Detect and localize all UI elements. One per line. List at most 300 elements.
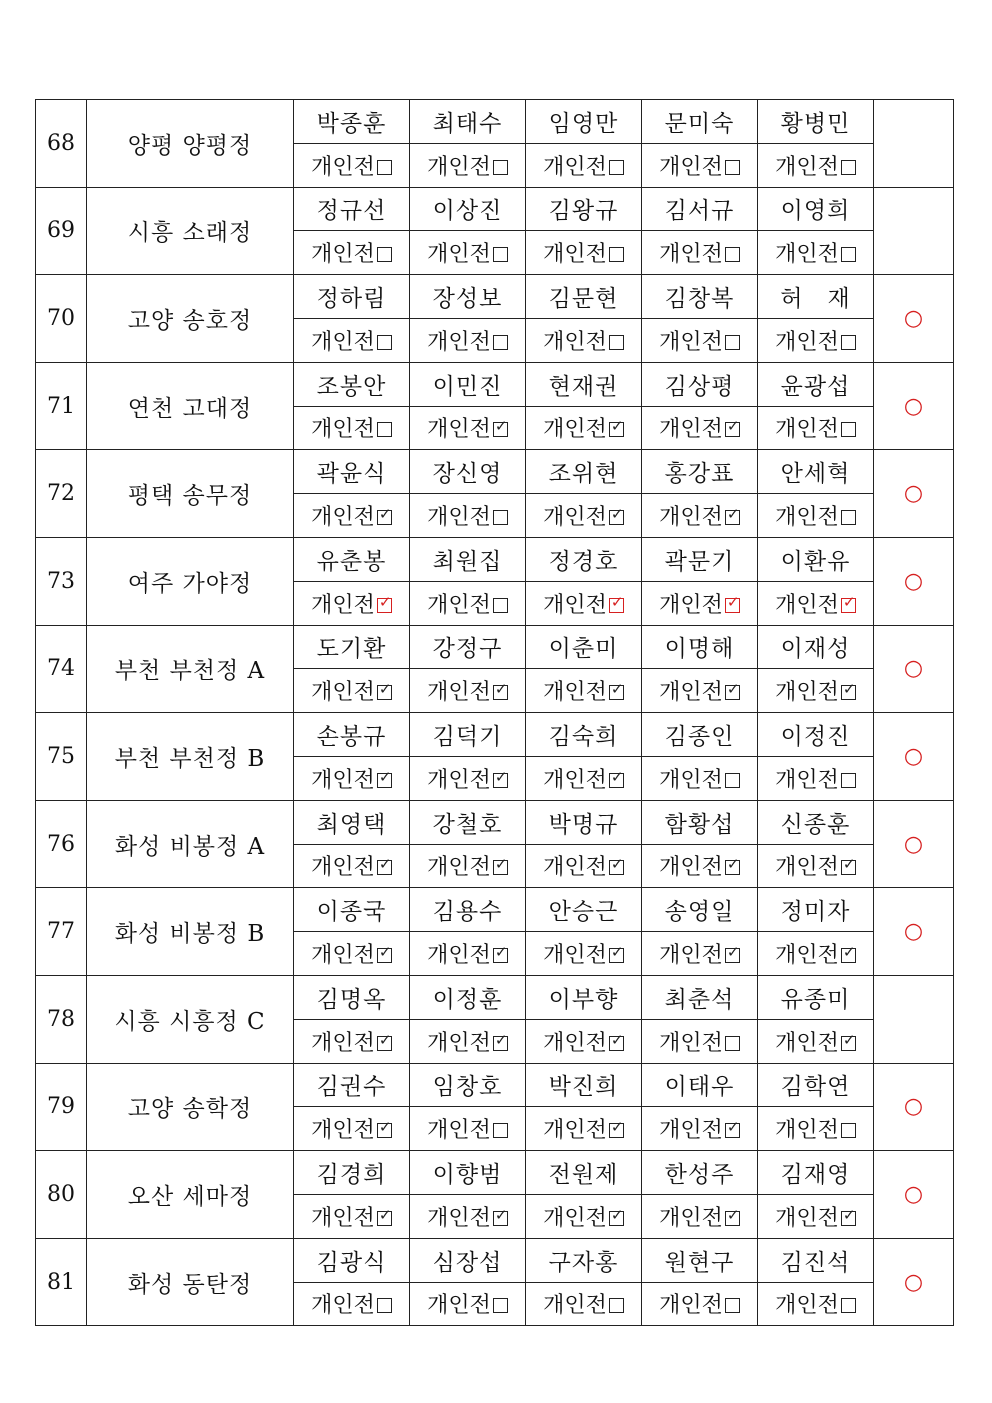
team-number: 77 (36, 888, 87, 976)
player-name: 김광식 (294, 1238, 410, 1282)
checked-box-icon[interactable] (609, 592, 624, 613)
checkmark-icon: ✓ (378, 505, 392, 524)
individual-event-label: 개인전 (775, 767, 839, 793)
unchecked-box-icon[interactable] (377, 1298, 392, 1313)
checkmark-icon: ✓ (610, 680, 624, 699)
individual-event-cell (294, 581, 410, 625)
unchecked-box-icon[interactable] (377, 160, 392, 175)
individual-event-cell (526, 581, 642, 625)
checkmark-icon: ✓ (378, 1030, 392, 1049)
individual-event-cell (294, 932, 410, 976)
individual-event-label: 개인전 (659, 154, 723, 180)
player-name: 김문현 (526, 275, 642, 319)
checked-box-icon[interactable] (609, 767, 624, 788)
individual-event-cell (758, 318, 874, 362)
checked-box-icon[interactable] (725, 943, 740, 963)
checked-box-icon[interactable] (841, 855, 856, 875)
checked-box-icon[interactable] (725, 680, 740, 700)
player-name: 홍강표 (642, 450, 758, 494)
individual-event-label: 개인전 (543, 329, 607, 355)
individual-event-cell (294, 1019, 410, 1063)
player-name: 정하림 (294, 275, 410, 319)
unchecked-box-icon[interactable] (377, 247, 392, 262)
individual-event-cell (642, 318, 758, 362)
player-name: 김진석 (758, 1238, 874, 1282)
individual-event-label: 개인전 (427, 242, 491, 268)
checked-box-icon[interactable] (609, 1030, 624, 1051)
checked-box-icon[interactable] (377, 855, 392, 875)
checkmark-icon: ✓ (610, 855, 624, 874)
checked-box-icon[interactable] (609, 855, 624, 875)
unchecked-box-icon[interactable] (493, 598, 508, 613)
player-name: 김권수 (294, 1063, 410, 1107)
individual-event-cell (642, 1282, 758, 1326)
player-name: 김창복 (642, 275, 758, 319)
individual-event-label: 개인전 (775, 1205, 839, 1231)
checkmark-icon: ✓ (610, 767, 624, 786)
individual-event-label: 개인전 (775, 592, 839, 618)
checked-box-icon[interactable] (377, 1030, 392, 1051)
player-name: 이재성 (758, 625, 874, 669)
individual-event-cell (526, 143, 642, 187)
checked-box-icon[interactable] (841, 592, 856, 613)
individual-event-cell (294, 143, 410, 187)
individual-event-cell (758, 1282, 874, 1326)
checkmark-icon: ✓ (726, 943, 740, 962)
checked-box-icon[interactable] (493, 680, 508, 700)
player-name: 김경희 (294, 1151, 410, 1195)
checkmark-icon: ✓ (378, 592, 392, 611)
checkmark-icon: ✓ (378, 680, 392, 699)
team-name: 고양 송학정 (87, 1063, 294, 1151)
checked-box-icon[interactable] (609, 680, 624, 700)
individual-event-label: 개인전 (659, 855, 723, 881)
team-number: 75 (36, 713, 87, 801)
player-name: 이태우 (642, 1063, 758, 1107)
unchecked-box-icon[interactable] (725, 160, 740, 175)
individual-event-label: 개인전 (311, 154, 375, 180)
player-name: 함황섭 (642, 800, 758, 844)
unchecked-box-icon[interactable] (493, 510, 508, 525)
team-name: 화성 비봉정 B (87, 888, 294, 976)
team-entry-mark (874, 187, 954, 275)
individual-event-cell (642, 231, 758, 275)
individual-event-cell (526, 1194, 642, 1238)
checkmark-icon: ✓ (726, 592, 740, 611)
team-name: 오산 세마정 (87, 1151, 294, 1239)
individual-event-cell (758, 844, 874, 888)
unchecked-box-icon[interactable] (841, 160, 856, 175)
player-name: 김용수 (410, 888, 526, 932)
individual-event-label: 개인전 (775, 1293, 839, 1319)
checked-box-icon[interactable] (841, 1205, 856, 1226)
checked-box-icon[interactable] (841, 943, 856, 963)
checkmark-icon: ✓ (726, 505, 740, 524)
team-name: 시흥 시흥정 C (87, 975, 294, 1063)
individual-event-label: 개인전 (659, 417, 723, 443)
checkmark-icon: ✓ (726, 680, 740, 699)
individual-event-label: 개인전 (543, 1118, 607, 1144)
individual-event-cell (526, 1019, 642, 1063)
checked-box-icon[interactable] (377, 505, 392, 525)
player-name: 김학연 (758, 1063, 874, 1107)
unchecked-box-icon[interactable] (493, 160, 508, 175)
individual-event-cell (294, 1107, 410, 1151)
team-entry-mark: ○ (874, 1151, 954, 1239)
checked-box-icon[interactable] (377, 1118, 392, 1138)
team-name: 고양 송호정 (87, 275, 294, 363)
individual-event-cell (294, 756, 410, 800)
team-entry-mark (874, 975, 954, 1063)
individual-event-cell (758, 143, 874, 187)
individual-event-cell (410, 1107, 526, 1151)
individual-event-label: 개인전 (311, 505, 375, 531)
checkmark-icon: ✓ (494, 943, 508, 962)
individual-event-cell (642, 1019, 758, 1063)
individual-event-label: 개인전 (311, 1118, 375, 1144)
team-name: 화성 동탄정 (87, 1238, 294, 1326)
individual-event-label: 개인전 (659, 1118, 723, 1144)
player-name: 김상평 (642, 362, 758, 406)
team-number: 69 (36, 187, 87, 275)
individual-event-cell (642, 844, 758, 888)
individual-event-cell (410, 669, 526, 713)
checkmark-icon: ✓ (842, 592, 856, 611)
individual-event-label: 개인전 (427, 680, 491, 706)
individual-event-label: 개인전 (775, 680, 839, 706)
individual-event-label: 개인전 (775, 242, 839, 268)
checked-box-icon[interactable] (377, 943, 392, 963)
individual-event-label: 개인전 (659, 1030, 723, 1056)
team-name: 부천 부천정 B (87, 713, 294, 801)
player-name: 이영희 (758, 187, 874, 231)
checked-box-icon[interactable] (609, 417, 624, 437)
unchecked-box-icon[interactable] (493, 247, 508, 262)
checkmark-icon: ✓ (610, 1205, 624, 1224)
unchecked-box-icon[interactable] (377, 335, 392, 350)
individual-event-cell (526, 494, 642, 538)
team-entry-mark: ○ (874, 1238, 954, 1326)
checkmark-icon: ✓ (610, 592, 624, 611)
checkmark-icon: ✓ (842, 1030, 856, 1049)
individual-event-label: 개인전 (427, 1118, 491, 1144)
individual-event-cell (642, 143, 758, 187)
checkmark-icon: ✓ (610, 943, 624, 962)
team-row-names (36, 1151, 954, 1195)
individual-event-cell (642, 669, 758, 713)
individual-event-cell (294, 231, 410, 275)
individual-event-cell (410, 1019, 526, 1063)
checked-box-icon[interactable] (725, 1118, 740, 1138)
individual-event-cell (294, 669, 410, 713)
team-entry-mark: ○ (874, 625, 954, 713)
team-number: 76 (36, 800, 87, 888)
player-name: 이명해 (642, 625, 758, 669)
checked-box-icon[interactable] (493, 417, 508, 437)
checked-box-icon[interactable] (609, 1118, 624, 1138)
team-row-names (36, 450, 954, 494)
checkmark-icon: ✓ (610, 505, 624, 524)
individual-event-label: 개인전 (311, 417, 375, 443)
unchecked-box-icon[interactable] (841, 422, 856, 437)
individual-event-label: 개인전 (543, 242, 607, 268)
individual-event-cell (526, 1282, 642, 1326)
player-name: 임영만 (526, 100, 642, 144)
individual-event-cell (410, 406, 526, 450)
individual-event-label: 개인전 (659, 767, 723, 793)
checkmark-icon: ✓ (726, 1205, 740, 1224)
unchecked-box-icon[interactable] (841, 1123, 856, 1138)
team-row-names (36, 713, 954, 757)
individual-event-cell (642, 756, 758, 800)
individual-event-cell (758, 1194, 874, 1238)
unchecked-box-icon[interactable] (609, 335, 624, 350)
individual-event-cell (526, 669, 642, 713)
individual-event-cell (758, 581, 874, 625)
player-name: 구자홍 (526, 1238, 642, 1282)
checked-box-icon[interactable] (725, 1205, 740, 1226)
individual-event-label: 개인전 (311, 767, 375, 793)
individual-event-cell (642, 932, 758, 976)
unchecked-box-icon[interactable] (725, 335, 740, 350)
individual-event-label: 개인전 (427, 417, 491, 443)
player-name: 김명옥 (294, 975, 410, 1019)
team-name: 여주 가야정 (87, 537, 294, 625)
team-entry-mark: ○ (874, 450, 954, 538)
unchecked-box-icon[interactable] (609, 160, 624, 175)
checked-box-icon[interactable] (377, 592, 392, 613)
team-number: 79 (36, 1063, 87, 1151)
unchecked-box-icon[interactable] (725, 773, 740, 788)
unchecked-box-icon[interactable] (377, 422, 392, 437)
individual-event-cell (294, 1194, 410, 1238)
individual-event-label: 개인전 (543, 154, 607, 180)
checkmark-icon: ✓ (610, 1030, 624, 1049)
individual-event-label: 개인전 (543, 1205, 607, 1231)
individual-event-cell (758, 231, 874, 275)
player-name: 한성주 (642, 1151, 758, 1195)
individual-event-cell (758, 1019, 874, 1063)
checkmark-icon: ✓ (494, 417, 508, 436)
individual-event-cell (410, 494, 526, 538)
player-name: 김덕기 (410, 713, 526, 757)
individual-event-cell (758, 669, 874, 713)
individual-event-label: 개인전 (311, 1293, 375, 1319)
individual-event-cell (410, 756, 526, 800)
checked-box-icon[interactable] (493, 943, 508, 963)
player-name: 황병민 (758, 100, 874, 144)
player-name: 김숙희 (526, 713, 642, 757)
player-name: 장신영 (410, 450, 526, 494)
player-name: 이춘미 (526, 625, 642, 669)
player-name: 조봉안 (294, 362, 410, 406)
checked-box-icon[interactable] (609, 505, 624, 525)
checkmark-icon: ✓ (610, 417, 624, 436)
individual-event-cell (642, 1107, 758, 1151)
individual-event-label: 개인전 (427, 329, 491, 355)
checked-box-icon[interactable] (377, 767, 392, 788)
checkmark-icon: ✓ (494, 855, 508, 874)
player-name: 이정진 (758, 713, 874, 757)
team-name: 양평 양평정 (87, 100, 294, 188)
team-entry-mark: ○ (874, 713, 954, 801)
player-name: 박종훈 (294, 100, 410, 144)
individual-event-label: 개인전 (775, 1030, 839, 1056)
player-name: 김종인 (642, 713, 758, 757)
individual-event-cell (526, 318, 642, 362)
individual-event-label: 개인전 (311, 680, 375, 706)
unchecked-box-icon[interactable] (725, 1036, 740, 1051)
checked-box-icon[interactable] (841, 1030, 856, 1051)
unchecked-box-icon[interactable] (841, 773, 856, 788)
individual-event-label: 개인전 (311, 242, 375, 268)
individual-event-cell (410, 844, 526, 888)
team-row-names (36, 362, 954, 406)
individual-event-cell (758, 1107, 874, 1151)
player-name: 최태수 (410, 100, 526, 144)
checked-box-icon[interactable] (725, 855, 740, 875)
player-name: 유종미 (758, 975, 874, 1019)
player-name: 이환유 (758, 537, 874, 581)
player-name: 박명규 (526, 800, 642, 844)
individual-event-cell (526, 756, 642, 800)
team-number: 68 (36, 100, 87, 188)
checkmark-icon: ✓ (842, 1205, 856, 1224)
individual-event-cell (642, 494, 758, 538)
unchecked-box-icon[interactable] (609, 1298, 624, 1313)
individual-event-cell (758, 756, 874, 800)
player-name: 도기환 (294, 625, 410, 669)
individual-event-label: 개인전 (427, 943, 491, 969)
unchecked-box-icon[interactable] (841, 335, 856, 350)
unchecked-box-icon[interactable] (841, 510, 856, 525)
individual-event-label: 개인전 (427, 154, 491, 180)
team-row-names (36, 537, 954, 581)
individual-event-label: 개인전 (543, 505, 607, 531)
checked-box-icon[interactable] (493, 1030, 508, 1051)
unchecked-box-icon[interactable] (841, 247, 856, 262)
team-name: 평택 송무정 (87, 450, 294, 538)
unchecked-box-icon[interactable] (841, 1298, 856, 1313)
team-row-names (36, 975, 954, 1019)
individual-event-cell (410, 932, 526, 976)
player-name: 신종훈 (758, 800, 874, 844)
unchecked-box-icon[interactable] (725, 247, 740, 262)
player-name: 정미자 (758, 888, 874, 932)
player-name: 유춘봉 (294, 537, 410, 581)
individual-event-label: 개인전 (659, 943, 723, 969)
team-entry-mark: ○ (874, 275, 954, 363)
checked-box-icon[interactable] (377, 1205, 392, 1226)
player-name: 안세혁 (758, 450, 874, 494)
checked-box-icon[interactable] (609, 943, 624, 963)
player-name: 심장섭 (410, 1238, 526, 1282)
team-row-names (36, 100, 954, 144)
player-name: 곽문기 (642, 537, 758, 581)
individual-event-label: 개인전 (311, 855, 375, 881)
player-name: 손봉규 (294, 713, 410, 757)
individual-event-label: 개인전 (543, 943, 607, 969)
individual-event-label: 개인전 (311, 1030, 375, 1056)
player-name: 최춘석 (642, 975, 758, 1019)
checked-box-icon[interactable] (609, 1205, 624, 1226)
team-entry-mark: ○ (874, 362, 954, 450)
team-number: 81 (36, 1238, 87, 1326)
individual-event-label: 개인전 (659, 680, 723, 706)
individual-event-label: 개인전 (659, 592, 723, 618)
checked-box-icon[interactable] (493, 1205, 508, 1226)
individual-event-cell (758, 494, 874, 538)
player-name: 송영일 (642, 888, 758, 932)
checked-box-icon[interactable] (725, 505, 740, 525)
checkmark-icon: ✓ (726, 417, 740, 436)
individual-event-label: 개인전 (427, 1205, 491, 1231)
unchecked-box-icon[interactable] (493, 335, 508, 350)
individual-event-cell (410, 1282, 526, 1326)
checked-box-icon[interactable] (493, 767, 508, 788)
team-entry-mark (874, 100, 954, 188)
player-name: 이정훈 (410, 975, 526, 1019)
individual-event-label: 개인전 (543, 855, 607, 881)
individual-event-cell (526, 932, 642, 976)
individual-event-label: 개인전 (427, 1030, 491, 1056)
team-entry-mark: ○ (874, 537, 954, 625)
player-name: 곽윤식 (294, 450, 410, 494)
checkmark-icon: ✓ (726, 1118, 740, 1137)
individual-event-cell (294, 494, 410, 538)
team-row-names (36, 625, 954, 669)
individual-event-label: 개인전 (311, 592, 375, 618)
individual-event-label: 개인전 (543, 1293, 607, 1319)
checked-box-icon[interactable] (493, 855, 508, 875)
player-name: 임창호 (410, 1063, 526, 1107)
unchecked-box-icon[interactable] (609, 247, 624, 262)
checked-box-icon[interactable] (841, 680, 856, 700)
checkmark-icon: ✓ (378, 855, 392, 874)
individual-event-label: 개인전 (543, 1030, 607, 1056)
individual-event-label: 개인전 (659, 329, 723, 355)
individual-event-label: 개인전 (543, 417, 607, 443)
checkmark-icon: ✓ (494, 1030, 508, 1049)
team-name: 부천 부천정 A (87, 625, 294, 713)
team-number: 71 (36, 362, 87, 450)
individual-event-label: 개인전 (775, 1118, 839, 1144)
unchecked-box-icon[interactable] (725, 1298, 740, 1313)
checked-box-icon[interactable] (725, 417, 740, 437)
checked-box-icon[interactable] (377, 680, 392, 700)
individual-event-label: 개인전 (659, 1205, 723, 1231)
unchecked-box-icon[interactable] (493, 1298, 508, 1313)
individual-event-label: 개인전 (775, 154, 839, 180)
individual-event-label: 개인전 (543, 767, 607, 793)
player-name: 조위현 (526, 450, 642, 494)
individual-event-cell (294, 1282, 410, 1326)
team-number: 74 (36, 625, 87, 713)
checked-box-icon[interactable] (725, 592, 740, 613)
individual-event-label: 개인전 (775, 505, 839, 531)
team-row-names (36, 1238, 954, 1282)
team-number: 80 (36, 1151, 87, 1239)
individual-event-cell (526, 844, 642, 888)
checkmark-icon: ✓ (842, 943, 856, 962)
individual-event-label: 개인전 (427, 592, 491, 618)
player-name: 현재권 (526, 362, 642, 406)
individual-event-cell (526, 406, 642, 450)
individual-event-cell (410, 143, 526, 187)
player-name: 문미숙 (642, 100, 758, 144)
checkmark-icon: ✓ (378, 1118, 392, 1137)
unchecked-box-icon[interactable] (493, 1123, 508, 1138)
